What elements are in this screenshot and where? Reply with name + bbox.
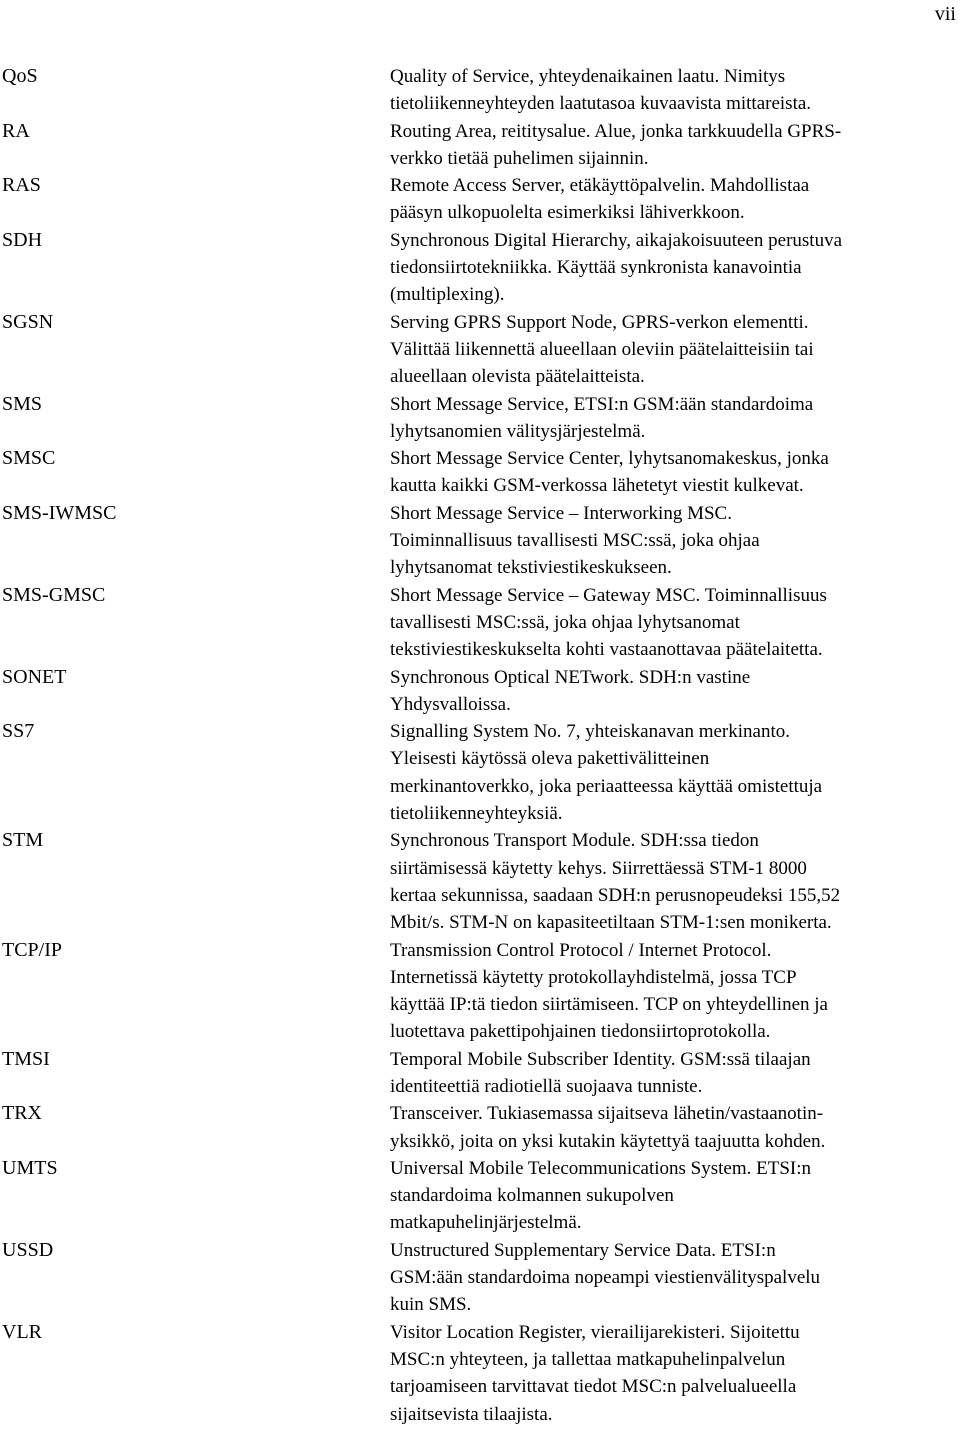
definition-line: alueellaan olevista päätelaitteista.	[390, 366, 645, 388]
glossary-term: RA	[2, 119, 30, 142]
definition-line: Synchronous Optical NETwork. SDH:n vastine	[390, 666, 751, 688]
definition-line: MSC:n yhteyteen, ja tallettaa matkapuhelinpalvelun	[390, 1348, 786, 1370]
definition-line: standardoima kolmannen sukupolven	[390, 1185, 674, 1207]
definition-line: verkko tietää puhelimen sijainnin.	[390, 147, 649, 169]
definition-line: siirtämisessä käytetty kehys. Siirrettäessä STM-1 8000	[390, 857, 807, 879]
glossary-entry	[0, 937, 960, 1046]
definition-line: Quality of Service, yhteydenaikainen laatu. Nimitys	[390, 66, 786, 87]
glossary-entry	[0, 309, 960, 391]
glossary-definition	[390, 227, 960, 309]
definition-line: tietoliikenneyhteyksiä.	[390, 803, 563, 825]
glossary-term: STM	[2, 829, 44, 852]
glossary-entry	[0, 445, 960, 500]
definition-line: Synchronous Digital Hierarchy, aikajakoisuuteen perustuva	[390, 229, 843, 251]
glossary-definition	[390, 172, 960, 227]
definition-line: sijaitsevista tilaajista.	[390, 1403, 553, 1425]
definition-line: Routing Area, reititysalue. Alue, jonka tarkkuudella GPRS-	[390, 120, 842, 142]
glossary-entry	[0, 827, 960, 936]
glossary-definition	[390, 1046, 960, 1101]
glossary-entry	[0, 118, 960, 173]
glossary-entry	[0, 391, 960, 446]
glossary-term: SMS-IWMSC	[2, 501, 117, 524]
definition-line: kautta kaikki GSM-verkossa lähetetyt viestit kulkevat.	[390, 475, 804, 497]
definition-line: pääsyn ulkopuolelta esimerkiksi lähiverkkoon.	[390, 202, 745, 224]
glossary-term: VLR	[2, 1320, 42, 1343]
glossary-term: TRX	[2, 1102, 42, 1125]
definition-line: Universal Mobile Telecommunications System. ETSI:n	[390, 1157, 812, 1179]
glossary-term: SS7	[2, 720, 35, 743]
glossary-entry	[0, 172, 960, 227]
definition-line: Visitor Location Register, vierailijarekisteri. Sijoitettu	[390, 1321, 800, 1343]
definition-line: GSM:ään standardoima nopeampi viestienvälityspalvelu	[390, 1267, 821, 1289]
definition-line: lyhytsanomat tekstiviestikeskukseen.	[390, 557, 672, 579]
definition-line: tavallisesti MSC:ssä, joka ohjaa lyhytsanomat	[390, 611, 740, 633]
glossary-term: SMS-GMSC	[2, 583, 106, 606]
glossary-term: SMS	[2, 392, 43, 415]
glossary-definition	[390, 664, 960, 719]
definition-line: (multiplexing).	[390, 284, 505, 306]
page-number: vii	[934, 3, 956, 25]
definition-line: tiedonsiirtotekniikka. Käyttää synkronista kanavointia	[390, 257, 802, 279]
definition-line: Synchronous Transport Module. SDH:ssa tiedon	[390, 830, 759, 852]
glossary-definition	[390, 1155, 960, 1237]
definition-line: käyttää IP:tä tiedon siirtämiseen. TCP on yhteydellinen ja	[390, 994, 828, 1016]
definition-line: Short Message Service – Gateway MSC. Toiminnallisuus	[390, 584, 827, 606]
glossary-term: USSD	[2, 1238, 54, 1261]
glossary-term: TMSI	[2, 1047, 50, 1070]
definition-line: Transmission Control Protocol / Internet Protocol.	[390, 939, 772, 961]
definition-line: Unstructured Supplementary Service Data. ETSI:n	[390, 1239, 776, 1261]
glossary-definition	[390, 63, 960, 118]
glossary-entry	[0, 63, 960, 118]
glossary-entry	[0, 718, 960, 827]
definition-line: kertaa sekunnissa, saadaan SDH:n perusnopeudeksi 155,52	[390, 884, 841, 906]
glossary-term: SONET	[2, 665, 67, 688]
definition-line: Temporal Mobile Subscriber Identity. GSM:ssä tilaajan	[390, 1048, 811, 1070]
definition-line: Short Message Service, ETSI:n GSM:ään standardoima	[390, 393, 814, 415]
glossary-definition	[390, 1319, 960, 1428]
definition-line: luotettava pakettipohjainen tiedonsiirtoprotokolla.	[390, 1021, 771, 1043]
definition-line: lyhytsanomien välitysjärjestelmä.	[390, 420, 646, 442]
glossary-entry	[0, 664, 960, 719]
glossary-entry	[0, 227, 960, 309]
definition-line: Signalling System No. 7, yhteiskanavan merkinanto.	[390, 721, 791, 743]
glossary-term: QoS	[2, 65, 38, 87]
glossary-term: SGSN	[2, 310, 54, 333]
definition-line: yksikkö, joita on yksi kutakin käytettyä taajuutta kohden.	[390, 1130, 826, 1152]
definition-line: merkinantoverkko, joka periaatteessa käyttää omistettuja	[390, 775, 823, 797]
glossary-entry	[0, 582, 960, 664]
glossary-definition	[390, 309, 960, 391]
glossary-entry	[0, 500, 960, 582]
definition-line: Internetissä käytetty protokollayhdistelmä, jossa TCP	[390, 966, 797, 988]
glossary-term: UMTS	[2, 1156, 58, 1179]
glossary-definition	[390, 391, 960, 446]
glossary-definition	[390, 827, 960, 936]
glossary-list	[0, 63, 960, 1428]
glossary-definition	[390, 118, 960, 173]
glossary-definition	[390, 500, 960, 582]
definition-line: Yleisesti käytössä oleva pakettivälitteinen	[390, 748, 710, 770]
definition-line: matkapuhelinjärjestelmä.	[390, 1212, 582, 1234]
glossary-definition	[390, 445, 960, 500]
definition-line: Toiminnallisuus tavallisesti MSC:ssä, joka ohjaa	[390, 530, 760, 552]
glossary-definition	[390, 1237, 960, 1319]
definition-line: Remote Access Server, etäkäyttöpalvelin. Mahdollistaa	[390, 175, 810, 197]
glossary-term: SMSC	[2, 447, 56, 470]
definition-line: Mbit/s. STM-N on kapasiteetiltaan STM-1:sen monikerta.	[390, 912, 832, 934]
definition-line: Short Message Service – Interworking MSC.	[390, 502, 732, 524]
glossary-term: TCP/IP	[2, 938, 63, 961]
definition-line: tekstiviestikeskukselta kohti vastaanottavaa päätelaitetta.	[390, 639, 823, 661]
glossary-entry	[0, 1100, 960, 1155]
glossary-entry	[0, 1319, 960, 1428]
definition-line: Short Message Service Center, lyhytsanomakeskus, jonka	[390, 448, 829, 470]
definition-line: Välittää liikennettä alueellaan oleviin päätelaitteisiin tai	[390, 338, 814, 360]
glossary-term: RAS	[2, 174, 41, 197]
definition-line: Yhdysvalloissa.	[390, 693, 511, 715]
definition-line: identiteettiä radiotiellä suojaava tunniste.	[390, 1075, 703, 1097]
glossary-definition	[390, 582, 960, 664]
definition-line: Serving GPRS Support Node, GPRS-verkon elementti.	[390, 311, 809, 333]
glossary-definition	[390, 937, 960, 1046]
glossary-entry	[0, 1237, 960, 1319]
definition-line: tietoliikenneyhteyden laatutasoa kuvaavista mittareista.	[390, 93, 812, 115]
definition-line: tarjoamiseen tarvittavat tiedot MSC:n palvelualueella	[390, 1376, 797, 1398]
glossary-definition	[390, 1100, 960, 1155]
definition-line: Transceiver. Tukiasemassa sijaitseva lähetin/vastaanotin-	[390, 1103, 824, 1125]
glossary-entry	[0, 1046, 960, 1101]
glossary-definition	[390, 718, 960, 827]
glossary-entry	[0, 1155, 960, 1237]
glossary-term: SDH	[2, 228, 43, 251]
definition-line: kuin SMS.	[390, 1294, 472, 1316]
